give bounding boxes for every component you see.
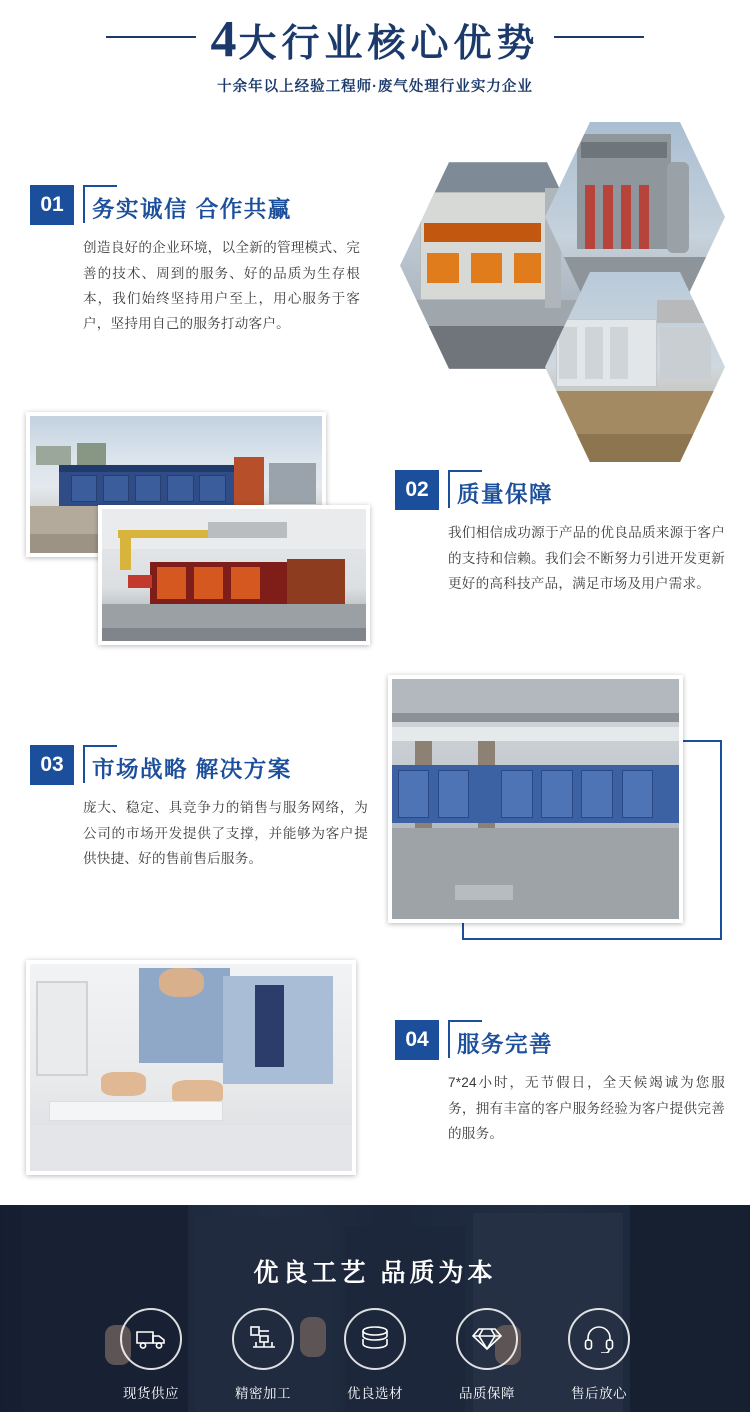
section-01-bracket — [83, 185, 117, 223]
banner-item-label: 品质保障 — [459, 1386, 515, 1401]
photo-customer-service — [26, 960, 356, 1175]
section-02-title-wrap — [448, 470, 553, 510]
section-04-body: 7*24小时，无节假日，全天候竭诚为您服务，拥有丰富的客户服务经验为客户提供完善的服务。 — [448, 1075, 725, 1141]
banner-item-stock-supply[interactable] — [112, 1308, 190, 1402]
section-02-body: 我们相信成功源于产品的优良品质来源于客户的支持和信赖。我们会不断努力引进开发更新更好的高科技产品，满足市场及用户需求。 — [448, 525, 725, 591]
section-01-number: 01 — [30, 185, 74, 225]
section-03-body: 庞大、稳定、具竞争力的销售与服务网络，为公司的市场开发提供了支撑，并能够为客户提供快捷、好的售前售后服务。 — [83, 800, 368, 866]
photo-paint-booth-workshop — [388, 675, 683, 923]
header-title-row — [106, 11, 643, 68]
header-rule-left — [106, 36, 196, 38]
page-header — [0, 0, 750, 110]
banner-title: 优良工艺 品质为本 — [253, 1259, 497, 1287]
hex-photo-cluster — [395, 118, 725, 408]
banner-item-label: 售后放心 — [571, 1386, 627, 1401]
section-04-number: 04 — [395, 1020, 439, 1060]
diamond-icon — [456, 1308, 518, 1370]
layers-icon — [344, 1308, 406, 1370]
section-03-number: 03 — [30, 745, 74, 785]
section-04 — [395, 1020, 725, 1146]
section-03 — [30, 745, 370, 871]
banner-item-label: 现货供应 — [123, 1386, 179, 1401]
section-02-bracket — [448, 470, 482, 508]
header-rule-right — [554, 36, 644, 38]
section-02-title: 质量保障 — [457, 482, 554, 507]
section-04-title-wrap — [448, 1020, 553, 1060]
section-01-title-wrap — [83, 185, 292, 225]
section-03-title-wrap — [83, 745, 292, 785]
section-04-bracket — [448, 1020, 482, 1058]
banner-item-after-sales[interactable] — [560, 1308, 638, 1402]
banner-item-quality-assurance[interactable] — [448, 1308, 526, 1402]
section-01-title: 务实诚信 合作共赢 — [92, 197, 292, 222]
section-01-body: 创造良好的企业环境，以全新的管理模式、完善的技术、周到的服务、好的品质为生存根本，我们始终坚持用户至上，用心服务于客户，坚持用自己的服务打动客户。 — [83, 240, 360, 331]
bottom-banner — [0, 1205, 750, 1412]
section-02-head — [395, 470, 725, 510]
banner-item-label: 精密加工 — [235, 1386, 291, 1401]
banner-feature-list — [0, 1308, 750, 1402]
section-02-number: 02 — [395, 470, 439, 510]
section-04-title: 服务完善 — [457, 1032, 554, 1057]
machine-icon — [232, 1308, 294, 1370]
banner-item-label: 优良选材 — [347, 1386, 403, 1401]
banner-item-quality-materials[interactable] — [336, 1308, 414, 1402]
section-04-head — [395, 1020, 725, 1060]
page-subtitle: 十余年以上经验工程师·废气处理行业实力企业 — [217, 79, 533, 95]
section-02 — [395, 470, 725, 596]
headset-icon — [568, 1308, 630, 1370]
page-title: 大行业核心优势 — [238, 23, 540, 65]
section-03-head — [30, 745, 370, 785]
header-number: 4 — [210, 11, 237, 68]
photo-catalytic-furnace — [98, 505, 370, 645]
truck-icon — [120, 1308, 182, 1370]
section-01 — [30, 185, 360, 336]
banner-item-precision-machining[interactable] — [224, 1308, 302, 1402]
section-01-head — [30, 185, 360, 225]
section-03-title: 市场战略 解决方案 — [92, 757, 292, 782]
section-03-bracket — [83, 745, 117, 783]
